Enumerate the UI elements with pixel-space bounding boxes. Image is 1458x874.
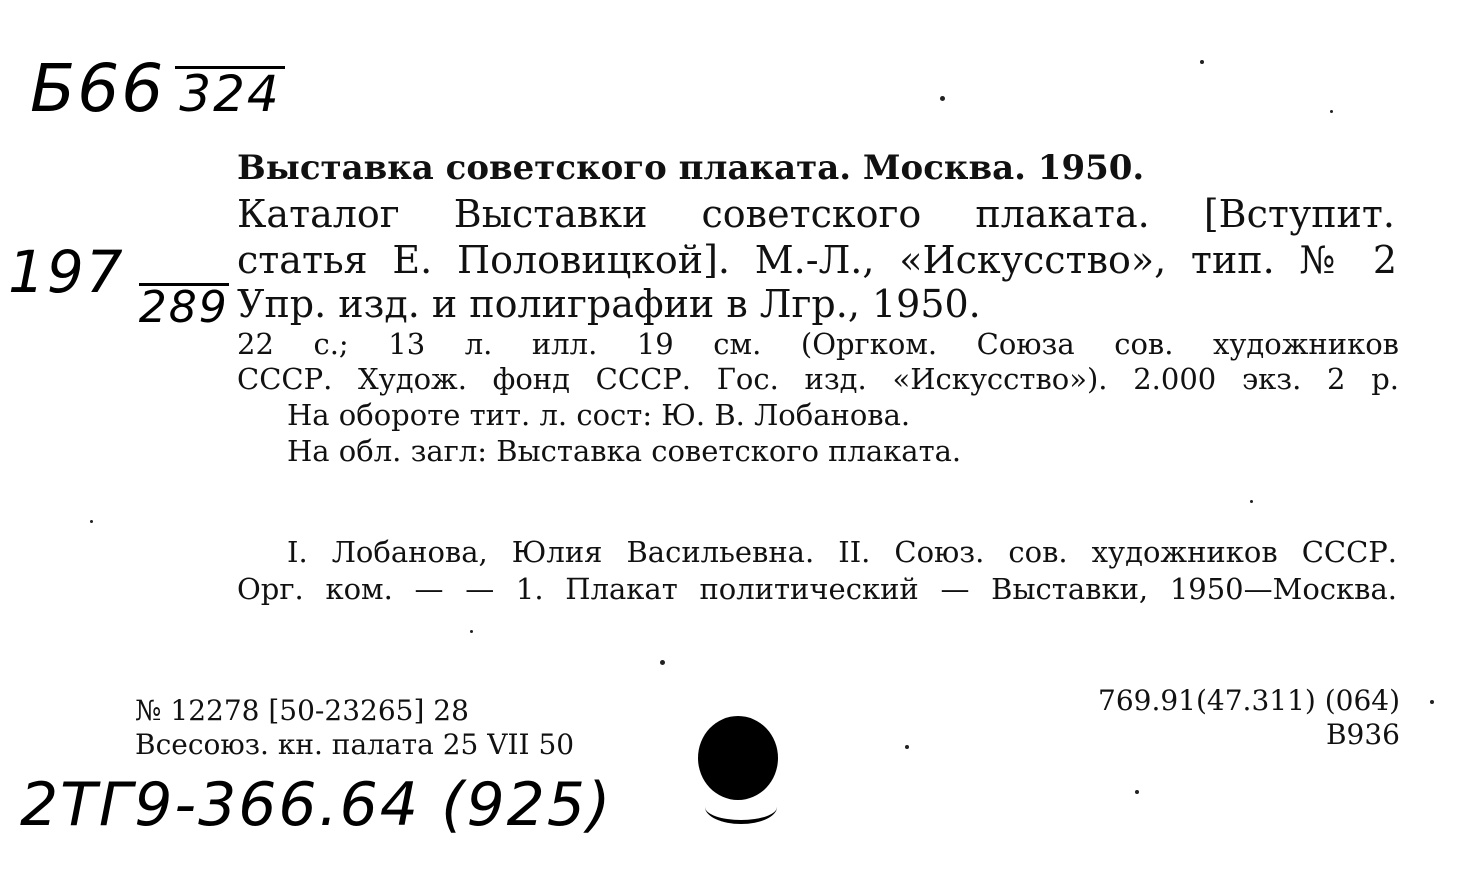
collation-line-1: 22 с.; 13 л. илл. 19 см. (Оргком. Союза сов. художников [237, 327, 1399, 361]
call-number-top-prefix: Б66 [30, 50, 166, 127]
description-line-1: Каталог Выставки советского плаката. [Вступит. [237, 192, 1395, 236]
registration-line-1: № 12278 [50-23265] 28 [135, 694, 469, 727]
scan-speck [905, 745, 909, 749]
scan-speck [1250, 500, 1253, 503]
scan-speck [470, 630, 473, 633]
note-line-1: На обороте тит. л. сост: Ю. В. Лобанова. [287, 398, 911, 432]
tracing-line-1: I. Лобанова, Юлия Васильевна. II. Союз. сов. художников СССР. [287, 535, 1397, 569]
registration-line-2: Всесоюз. кн. палата 25 VII 50 [135, 728, 575, 761]
classification-line-1: 769.91(47.311) (064) [1098, 684, 1400, 717]
scan-speck [1200, 60, 1204, 64]
scan-speck [940, 96, 945, 101]
scan-speck [660, 660, 665, 665]
description-line-2: статья Е. Половицкой]. М.-Л., «Искусство», тип. № 2 [237, 238, 1397, 282]
classification-line-2: В936 [1325, 718, 1400, 751]
card-title: Выставка советского плаката. Москва. 1950. [237, 148, 1145, 188]
call-number-middle-main: 197 [8, 238, 125, 306]
call-number-middle-sub: 289 [138, 282, 229, 333]
hole-ink-mark [705, 790, 777, 824]
scan-speck [1330, 110, 1333, 113]
call-number-top-number: 324 [175, 66, 284, 119]
scan-speck [90, 520, 93, 523]
call-number-middle [8, 238, 229, 333]
description-line-3: Упр. изд. и полиграфии в Лгр., 1950. [237, 282, 981, 326]
note-line-2: На обл. загл: Выставка советского плаката. [287, 434, 962, 468]
punch-hole [698, 716, 778, 800]
call-number-bottom: 2ТГ9-366.64 (925) [20, 770, 613, 840]
scan-speck [1135, 790, 1139, 794]
scan-speck [1430, 700, 1434, 704]
tracing-line-2: Орг. ком. — — 1. Плакат политический — Выставки, 1950—Москва. [237, 572, 1397, 606]
call-number-top [30, 50, 285, 127]
collation-line-2: СССР. Худож. фонд СССР. Гос. изд. «Искусство»). 2.000 экз. 2 р. [237, 362, 1399, 396]
